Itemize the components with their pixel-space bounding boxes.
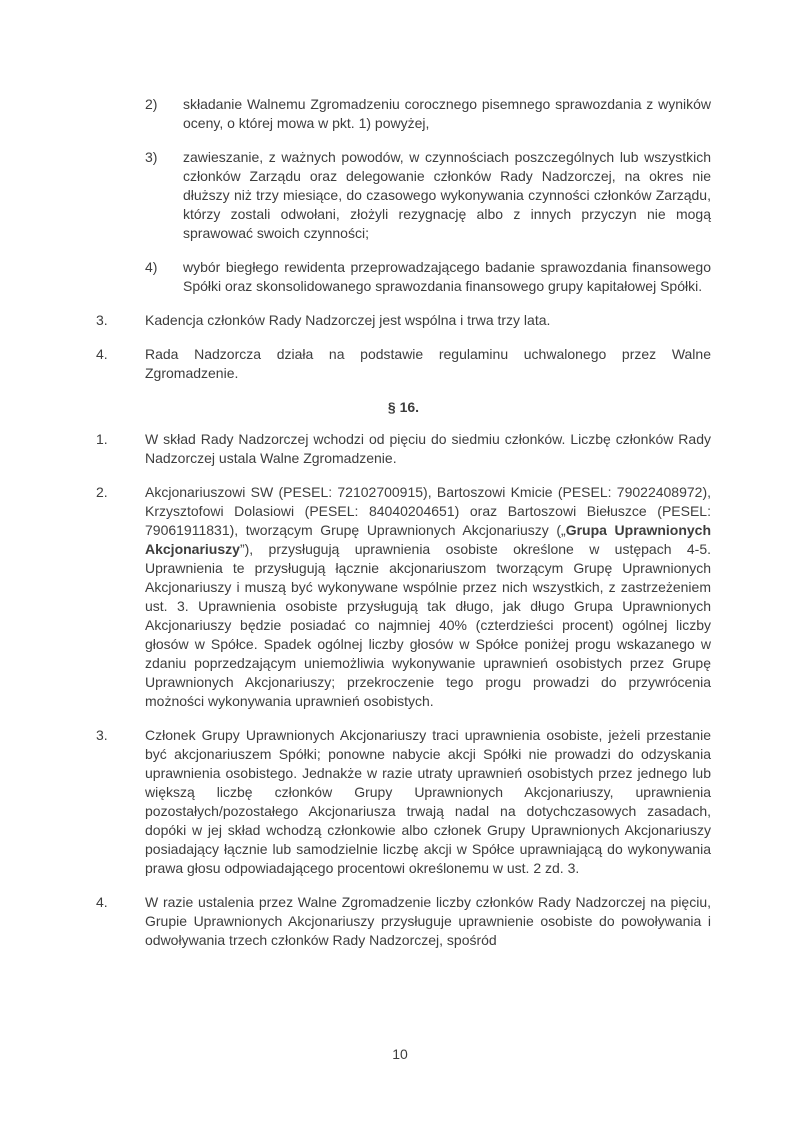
list-marker: 4. [96, 894, 108, 910]
page-number: 10 [392, 1046, 408, 1062]
list-text: Rada Nadzorcza działa na podstawie regulaminu uchwalonego przez Walne Zgromadzenie. [145, 346, 711, 381]
list-item [96, 430, 711, 468]
list-item [145, 148, 711, 243]
text-run: Akcjonariuszowi SW (PESEL: 72102700915), Bartoszowi Kmicie (PESEL: 79022408972), Krzysztofowi Dolasiowi (PESEL: 84040204651) oraz Bartoszowi Biełuszce (PESEL: 79061911831), tworzącym Grupę Uprawnionych Akcjonariuszy („ [145, 484, 711, 538]
list-marker: 4) [145, 259, 158, 275]
list-text: wybór biegłego rewidenta przeprowadzającego badanie sprawozdania finansowego Spółki oraz skonsolidowanego sprawozdania finansowego grupy kapitałowej Spółki. [183, 259, 711, 294]
list-item [145, 95, 711, 133]
list-item [96, 311, 711, 330]
list-item [96, 345, 711, 383]
list-item [145, 258, 711, 296]
list-marker: 2) [145, 96, 158, 112]
list-marker: 4. [96, 346, 108, 362]
list-text: W razie ustalenia przez Walne Zgromadzenie liczby członków Rady Nadzorczej na pięciu, Grupie Uprawnionych Akcjonariuszy przysługuje uprawnienie osobiste do powoływania i odwoływania trzech członków Rady Nadzorczej, spośród [145, 894, 711, 948]
list-item [96, 726, 711, 878]
document-content [96, 95, 711, 965]
list-text: Członek Grupy Uprawnionych Akcjonariuszy traci uprawnienia osobiste, jeżeli przestanie być akcjonariuszem Spółki; ponowne nabycie akcji Spółki nie prowadzi do odzyskania uprawnienia osobistego. Jednakże w razie utraty uprawnień osobistych przez jednego lub większą liczbę członków Grupy Uprawnionych Akcjonariuszy, uprawnienia pozostałych/pozostałego Akcjonariusza trwają nadal na dotychczasowych zasadach, dopóki w jej skład wchodzą członkowie albo członek Grupy Uprawnionych Akcjonariuszy posiadający łącznie lub samodzielnie liczbę akcji w Spółce uprawniającą do wykonywania prawa głosu odpowiadającego procentowi określonemu w ust. 2 zd. 3. [145, 727, 711, 876]
list-marker: 3) [145, 149, 158, 165]
list-marker: 1. [96, 431, 108, 447]
section-heading: § 16. [387, 399, 420, 415]
list-item [96, 893, 711, 950]
list-text: zawieszanie, z ważnych powodów, w czynnościach poszczególnych lub wszystkich członków Zarządu oraz delegowanie członków Rady Nadzorczej, na okres nie dłuższy niż trzy miesiące, do czasowego wykonywania czynności członków Zarządu, którzy zostali odwołani, złożyli rezygnację albo z innych przyczyn nie mogą sprawować swoich czynności; [183, 149, 711, 241]
list-marker: 2. [96, 484, 108, 500]
list-text: Kadencja członków Rady Nadzorczej jest wspólna i trwa trzy lata. [145, 312, 551, 328]
list-marker: 3. [96, 727, 108, 743]
text-run-bold: Grupa Uprawnionych Akcjonariuszy [145, 522, 712, 557]
list-text: składanie Walnemu Zgromadzeniu corocznego pisemnego sprawozdania z wyników oceny, o której mowa w pkt. 1) powyżej, [183, 96, 711, 131]
list-text [145, 483, 711, 711]
list-text: W skład Rady Nadzorczej wchodzi od pięciu do siedmiu członków. Liczbę członków Rady Nadzorczej ustala Walne Zgromadzenie. [145, 431, 711, 466]
list-item [96, 483, 711, 711]
text-run: ”), przysługują uprawnienia osobiste określone w ustępach 4-5. Uprawnienia te przysługują łącznie akcjonariuszom tworzącym Grupę Uprawnionych Akcjonariuszy i muszą być wykonywane wspólnie przez nich wszystkich, z zastrzeżeniem ust. 3. Uprawnienia osobiste przysługują tak długo, jak długo Grupa Uprawnionych Akcjonariuszy będzie posiadać co najmniej 40% (czterdzieści procent) ogólnej liczby głosów w Spółce. Spadek ogólnej liczby głosów w Spółce poniżej progu wskazanego w zdaniu poprzedzającym uniemożliwia wykonywanie uprawnień osobistych przez Grupę Uprawnionych Akcjonariuszy; przekroczenie tego progu prowadzi do przywrócenia możności wykonywania uprawnień osobistych. [145, 541, 711, 709]
list-marker: 3. [96, 312, 108, 328]
